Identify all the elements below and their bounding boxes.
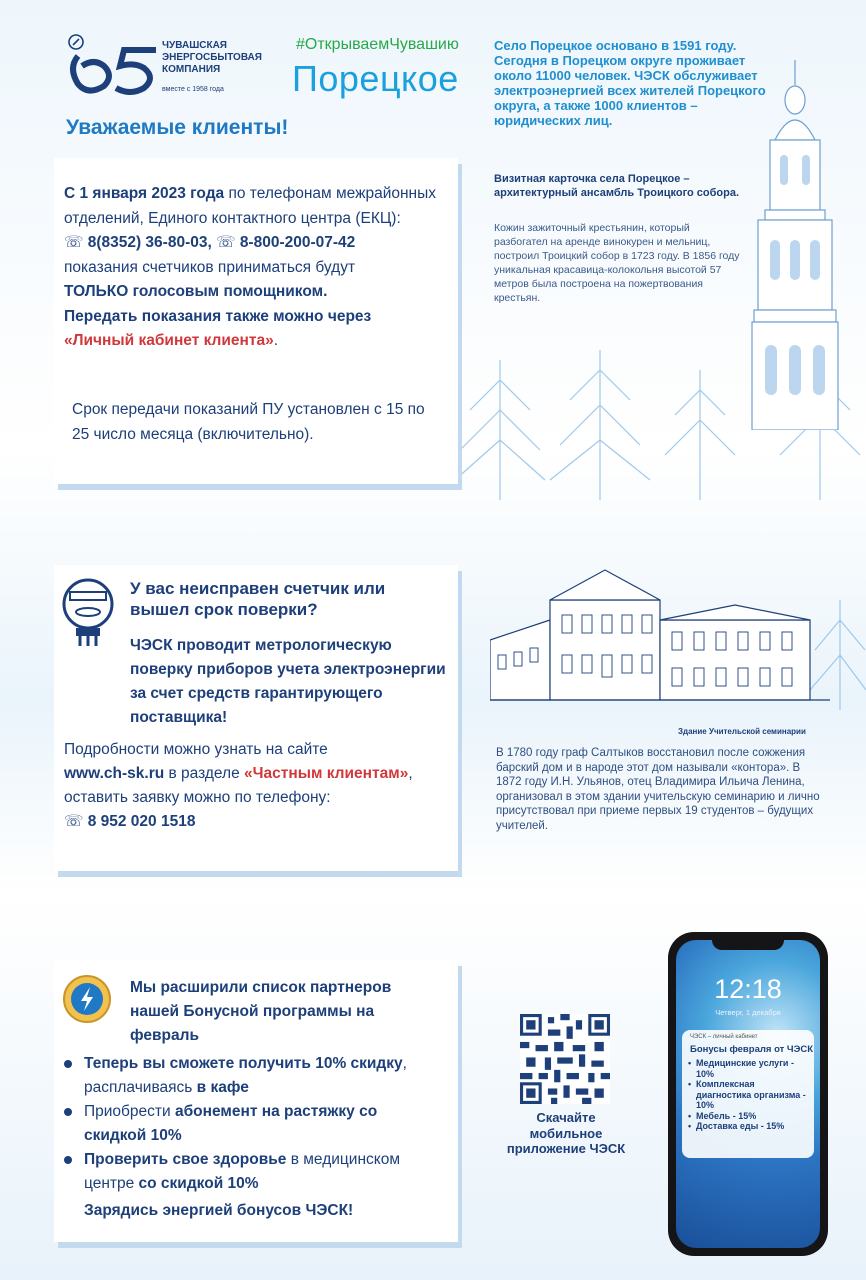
website-link[interactable]: www.ch-sk.ru [64, 765, 165, 782]
phone-notch [712, 936, 784, 950]
bonus-program-icon [62, 974, 112, 1024]
bonus-slogan: Зарядись энергией бонусов ЧЭСК! [84, 1202, 354, 1219]
verification-body: ЧЭСК проводит метрологическую поверку приборов учета электроэнергии за счет средств гарантирующего поставщика! [130, 637, 446, 726]
qr-caption: Скачайте мобильное приложение ЧЭСК [506, 1110, 626, 1156]
company-since: вместе с 1958 года [162, 86, 224, 93]
notification-list [688, 1058, 810, 1132]
private-clients-link[interactable]: «Частным клиентам» [244, 765, 409, 782]
card-body: Кожин зажиточный крестьянин, который разбогател на аренде винокурен и мельниц, построил Троицкий собор в 1723 году. В 1856 году уникальная красавица-колокольня высотой 57 метров была построена на пожертвования крестьян. [494, 222, 740, 304]
bonus-list [62, 1052, 442, 1196]
verification-details: Подробности можно узнать на сайте www.ch-sk.ru в разделе «Частным клиентам», оставить заявку можно по телефону: ☏ 8 952 020 1518 [64, 741, 413, 830]
request-phone[interactable]: ☏ 8 952 020 1518 [64, 813, 196, 830]
hashtag: #ОткрываемЧувашию [296, 36, 459, 53]
verification-title: У вас неисправен счетчик или вышел срок поверки? [130, 579, 386, 619]
phone-icon: ☏ [216, 234, 236, 251]
lockscreen-date: Четверг, 1 декабря [715, 1008, 781, 1017]
list-item: • Медицинские услуги - 10% [688, 1058, 810, 1079]
seminary-history: В 1780 году граф Салтыков восстановил после сожжения барский дом и в народе этот дом называли «контора». В 1872 году И.Н. Ульянов, отец Владимира Ильича Ленина, организовал в этом здании учительскую семинарию и лично присутствовал при приеме первых 19 студентов – будущих учителей. [496, 747, 820, 832]
electric-meter-icon [58, 576, 118, 648]
card-title: Визитная карточка села Порецкое – архитектурный ансамбль Троицкого собора. [494, 173, 740, 199]
list-item: Приобрести абонемент на растяжку со скидкой 10% [62, 1100, 442, 1148]
personal-cabinet-link[interactable]: «Личный кабинет клиента» [64, 332, 274, 349]
phone-icon: ☏ [64, 813, 84, 830]
notification-title: Бонусы февраля от ЧЭСК [690, 1044, 814, 1055]
seminary-caption: Здание Учительской семинарии [678, 727, 806, 736]
list-item: • Доставка еды - 15% [688, 1121, 810, 1132]
phone-icon: ☏ [64, 234, 84, 251]
lockscreen-time: 12:18 [714, 974, 782, 1004]
deadline-text: Срок передачи показаний ПУ установлен с 15 по 25 число месяца (включительно). [72, 401, 425, 443]
bonus-title: Мы расширили список партнеров нашей Бонусной программы на февраль [130, 979, 392, 1044]
list-item: Проверить свое здоровье в медицинском центре со скидкой 10% [62, 1148, 442, 1196]
meter-readings-text: С 1 января 2023 года по телефонам межрайонных отделений, Единого контактного центра (ЕКЦ): ☏ 8(8352) 36-80-03, ☏ 8-800-200-07-42 показания счетчиков приниматься будут ТОЛЬКО голосовым помощником. Передать показания также можно через «Личный кабинет клиента». [64, 185, 436, 349]
village-intro: Село Порецкое основано в 1591 году. Сегодня в Порецком округе проживает около 11000 человек. ЧЭСК обслуживает электроэнергией всех жителей Порецкого округа, а также 1000 клиентов – юридических лиц. [494, 38, 766, 128]
phone-numbers: ☏ 8(8352) 36-80-03, ☏ 8-800-200-07-42 [64, 234, 356, 251]
list-item: • Мебель - 15% [688, 1111, 810, 1122]
village-title: Порецкое [292, 58, 459, 99]
teachers-seminary-illustration [490, 560, 830, 710]
list-item: Теперь вы сможете получить 10% скидку, расплачиваясь в кафе [62, 1052, 442, 1100]
greeting-heading: Уважаемые клиенты! [66, 116, 289, 139]
notification-app-name: ЧЭСК – личный кабинет [690, 1034, 758, 1040]
company-name: ЧУВАШСКАЯ ЭНЕРГОСБЫТОВАЯ КОМПАНИЯ [162, 40, 262, 75]
app-qr-code[interactable] [520, 1014, 610, 1104]
list-item: • Комплексная диагностика организма - 10% [688, 1079, 810, 1111]
start-date: С 1 января 2023 года [64, 185, 225, 202]
